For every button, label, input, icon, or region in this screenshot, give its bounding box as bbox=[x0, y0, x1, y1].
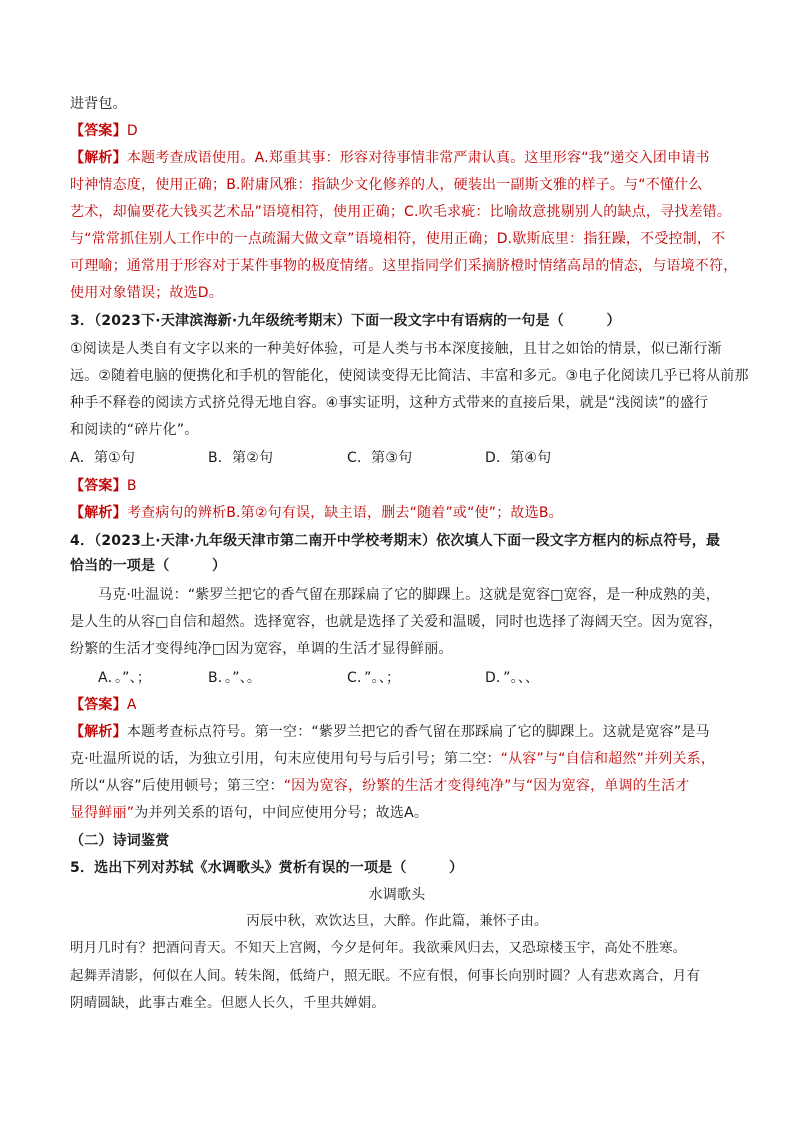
passage-line: 纷繁的生活才变得纯净□因为宽容，单调的生活才显得鲜丽。 bbox=[70, 641, 453, 657]
poem-line: 明月几时有？把酒问青天。不知天上宫阙，今夕是何年。我欲乘风归去，又恐琼楼玉宇，高处不胜寒。 bbox=[70, 940, 687, 956]
explanation-text: 考查病句的辨析B.第②句有误，缺主语，删去“随着”或“使”；故选B。 bbox=[126, 505, 563, 521]
option-c: C．”。、； bbox=[347, 670, 401, 686]
explanation-tag: 【解析】 bbox=[70, 150, 127, 166]
option-b: B．第②句 bbox=[208, 450, 274, 466]
question-4-title: 4．（2023上·天津·九年级天津市第二南开中学校考期末）依次填人下面一段文字方框内的标点符号，最 bbox=[70, 533, 721, 549]
answer-tag: 【答案】 bbox=[70, 478, 127, 494]
poem-preface: 丙辰中秋，欢饮达旦，大醉。作此篇，兼怀子由。 bbox=[246, 913, 548, 929]
option-d: D．”。、、 bbox=[485, 670, 540, 686]
passage-line: 和阅读的“碎片化”。 bbox=[70, 422, 199, 438]
answer-row-3 bbox=[70, 476, 746, 496]
poem-line: 起舞弄清影，何似在人间。转朱阁，低绮户，照无眠。不应有恨，何事长向别时圆？人有悲欢离合，月有 bbox=[70, 968, 701, 984]
explanation-row-2 bbox=[70, 148, 746, 168]
explanation-line: 可理喻；通常用于形容对于某件事物的极度情绪。这里指同学们采摘脐橙时情绪高昂的情态，与语境不符， bbox=[70, 258, 738, 274]
passage-line: 远。②随着电脑的便携化和手机的智能化，使阅读变得无比简洁、丰富和多元。③电子化阅读几乎已将从前那 bbox=[70, 368, 749, 384]
option-a: A．第①句 bbox=[70, 450, 136, 466]
explanation-text: 本题考查成语使用。A.郑重其事：形容对待事情非常严肃认真。这里形容“我”递交入团申请书 bbox=[126, 150, 710, 166]
question-5-title: 5．选出下列对苏轼《水调歌头》赏析有误的一项是（ ） bbox=[70, 860, 464, 876]
explanation-tag: 【解析】 bbox=[70, 724, 127, 740]
explanation-tag: 【解析】 bbox=[70, 505, 127, 521]
option-a: A．。”、； bbox=[98, 670, 152, 686]
explanation-line: 所以“从容”后使用顿号；第三空：“因为宽容，纷繁的生活才变得纯净”与“因为宽容，单调的生活才 bbox=[70, 778, 690, 794]
answer-row-2 bbox=[70, 121, 746, 141]
section-heading: （二）诗词鉴赏 bbox=[70, 833, 170, 849]
explanation-line: 克·吐温所说的话，为独立引用，句末应使用句号与后引号；第二空：“从容”与“自信和超然”并列关系， bbox=[70, 751, 716, 767]
passage-line: 是人生的从容□自信和超然。选择宽容，也就是选择了关爱和温暖，同时也选择了海阔天空。因为宽容， bbox=[70, 614, 723, 630]
explanation-row-3 bbox=[70, 503, 746, 523]
explanation-line: 显得鲜丽”为并列关系的语句，中间应使用分号；故选A。 bbox=[70, 805, 429, 821]
answer-value: B bbox=[126, 478, 137, 494]
explanation-row-4 bbox=[70, 722, 746, 742]
option-b: B．。”、。 bbox=[208, 670, 262, 686]
text-line: 进背包。 bbox=[70, 96, 127, 112]
poem-line: 阴晴圆缺，此事古难全。但愿人长久，千里共婵娟。 bbox=[70, 995, 386, 1011]
explanation-line: 艺术，却偏要花大钱买艺术品”语境相符，使用正确；C.吹毛求疵：比喻故意挑剔别人的缺点，寻找差错。 bbox=[70, 204, 732, 220]
answer-tag: 【答案】 bbox=[70, 697, 127, 713]
passage-line: 种手不释卷的阅读方式挤兑得无地自容。④事实证明，这种方式带来的直接后果，就是“浅阅读”的盛行 bbox=[70, 395, 709, 411]
option-d: D．第④句 bbox=[485, 450, 552, 466]
question-3-title: 3．（2023下·天津滨海新·九年级统考期末）下面一段文字中有语病的一句是（ ） bbox=[70, 313, 621, 329]
question-4-title-cont: 恰当的一项是（ ） bbox=[70, 558, 227, 574]
explanation-line: 与“常常抓住别人工作中的一点疏漏大做文章”语境相符，使用正确；D.歇斯底里：指狂躁，不受控制，不 bbox=[70, 231, 726, 247]
passage-line: ①阅读是人类自有文字以来的一种美好体验，可是人类与书本深度接触，且甘之如饴的情景，似已渐行渐 bbox=[70, 341, 722, 357]
answer-tag: 【答案】 bbox=[70, 123, 127, 139]
option-c: C．第③句 bbox=[347, 450, 413, 466]
explanation-line: 使用对象错误；故选D。 bbox=[70, 285, 223, 301]
explanation-text: 本题考查标点符号。第一空：“紫罗兰把它的香气留在那踩扁了它的脚踝上。这就是宽容”是马 bbox=[126, 724, 710, 740]
answer-value: D bbox=[126, 123, 138, 139]
explanation-line: 时神情态度，使用正确；B.附庸风雅：指缺少文化修养的人，硬装出一副斯文雅的样子。与“不懂什么 bbox=[70, 177, 703, 193]
poem-title: 水调歌头 bbox=[368, 887, 426, 903]
answer-value: A bbox=[126, 697, 137, 713]
answer-row-4 bbox=[70, 695, 746, 715]
passage-line: 马克·吐温说：“紫罗兰把它的香气留在那踩扁了它的脚踝上。这就是宽容□宽容，是一种成熟的美， bbox=[98, 587, 720, 603]
